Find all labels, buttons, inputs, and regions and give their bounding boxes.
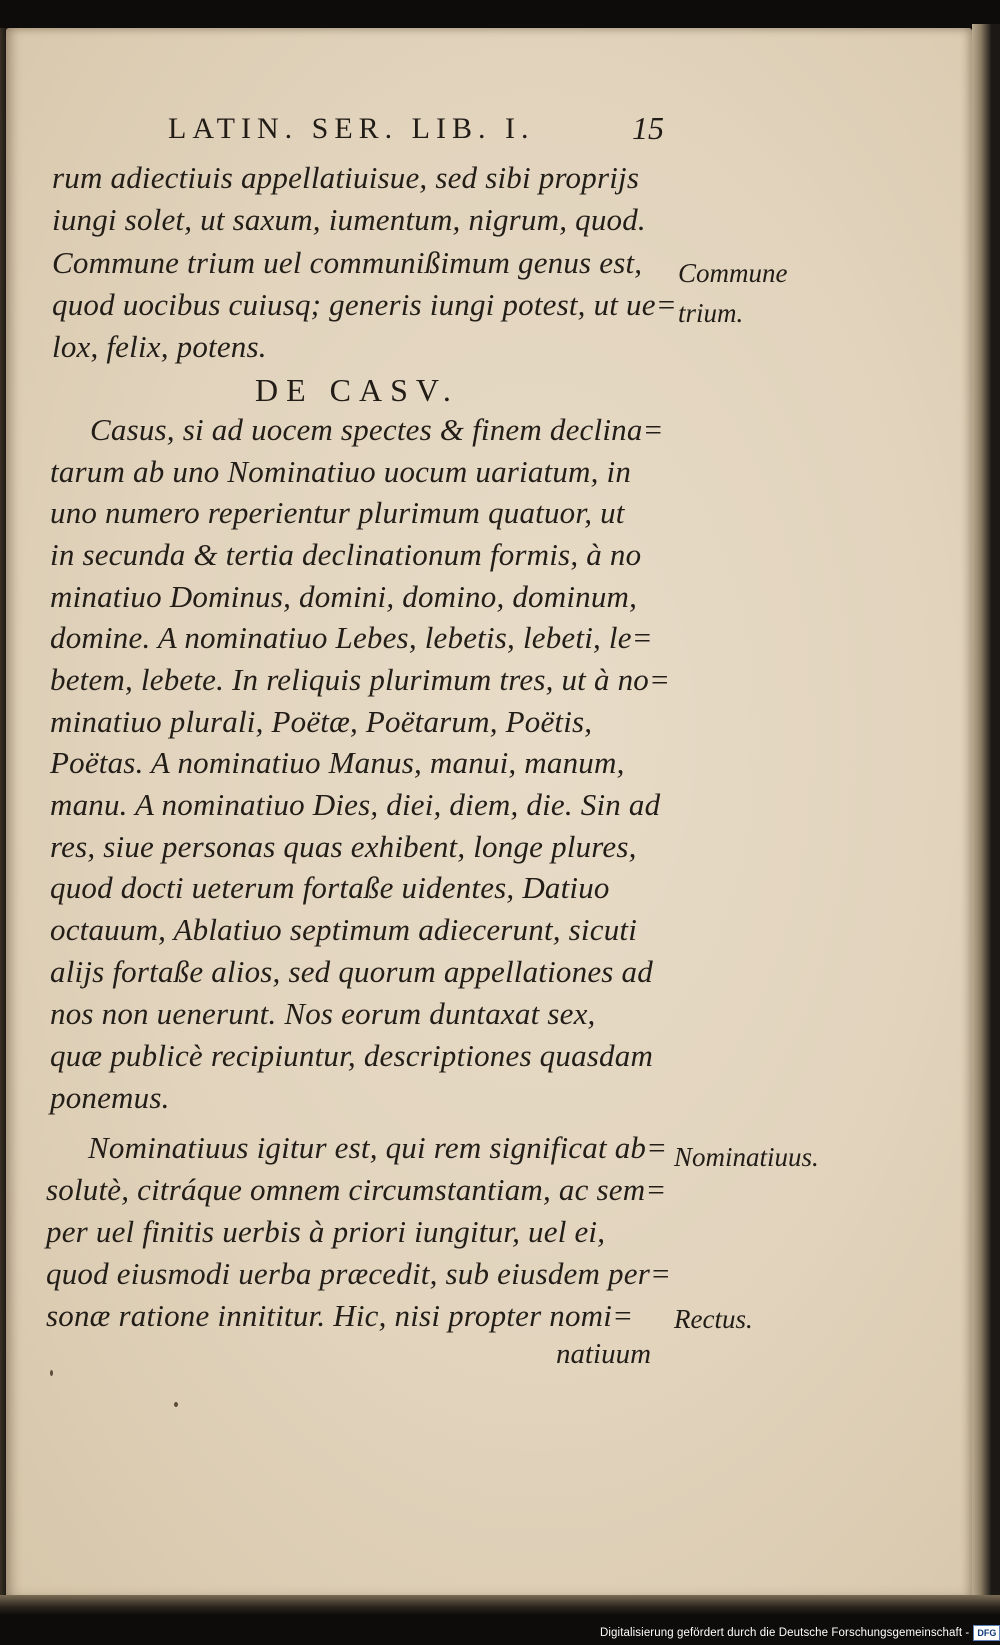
marginal-note-nominatiuus: Nominatiuus. — [674, 1142, 819, 1172]
page-number: 15 — [632, 110, 664, 146]
text-line: betem, lebete. In reliquis plurimum tres, ut à no= — [50, 662, 671, 697]
text-line: quæ publicè recipiuntur, descriptiones quasdam — [50, 1038, 654, 1073]
marginal-note-trium: trium. — [678, 298, 744, 328]
text-line: quod eiusmodi uerba præcedit, sub eiusdem per= — [46, 1256, 672, 1291]
text-line: Commune trium uel communißimum genus est, — [52, 245, 643, 280]
digitization-credit — [600, 1624, 1000, 1642]
text-line: lox, felix, potens. — [52, 329, 267, 364]
marginal-note-rectus: Rectus. — [674, 1304, 753, 1334]
text-line: solutè, citráque omnem circumstantiam, ac sem= — [46, 1172, 667, 1207]
catchword: natiuum — [556, 1338, 652, 1370]
text-line: Poëtas. A nominatiuo Manus, manui, manum, — [50, 745, 625, 780]
text-line: minatiuo Dominus, domini, domino, dominum, — [50, 579, 638, 614]
page-edge — [972, 24, 1000, 1614]
section-heading: DE CASV. — [255, 372, 459, 408]
text-line: Casus, si ad uocem spectes & finem declina= — [90, 412, 664, 447]
text-line: rum adiectiuis appellatiuisue, sed sibi proprijs — [52, 160, 640, 195]
page-bottom-edge — [0, 1595, 1000, 1615]
credit-text: Digitalisierung gefördert durch die Deutsche Forschungsgemeinschaft - — [600, 1627, 970, 1639]
text-line: ponemus. — [50, 1080, 170, 1115]
text-line: sonæ ratione innititur. Hic, nisi propter nomi= — [46, 1298, 634, 1333]
text-line: minatiuo plurali, Poëtæ, Poëtarum, Poëtis, — [50, 704, 593, 739]
text-line: uno numero reperientur plurimum quatuor, ut — [50, 495, 625, 530]
paper-speck — [174, 1402, 178, 1407]
text-line: per uel finitis uerbis à priori iungitur, uel ei, — [46, 1214, 606, 1249]
text-line: Nominatiuus igitur est, qui rem significat ab= — [88, 1130, 668, 1165]
text-line: res, siue personas quas exhibent, longe plures, — [50, 829, 637, 864]
text-line: nos non uenerunt. Nos eorum duntaxat sex, — [50, 996, 596, 1031]
text-line: quod docti ueterum fortaße uidentes, Datiuo — [50, 870, 610, 905]
text-line: octauum, Ablatiuo septimum adiecerunt, sicuti — [50, 912, 638, 947]
text-line: domine. A nominatiuo Lebes, lebetis, lebeti, le= — [50, 620, 653, 655]
text-line: manu. A nominatiuo Dies, diei, diem, die. Sin ad — [50, 787, 661, 822]
marginal-note-commune: Commune — [678, 258, 788, 288]
running-head: LATIN. SER. LIB. I. — [168, 112, 535, 145]
paper-speck — [50, 1370, 53, 1376]
text-line: in secunda & tertia declinationum formis, à no — [50, 537, 642, 572]
text-line: quod uocibus cuiusq; generis iungi potest, ut ue= — [52, 287, 677, 322]
text-line: alijs fortaße alios, sed quorum appellationes ad — [50, 954, 653, 989]
text-line: tarum ab uno Nominatiuo uocum uariatum, in — [50, 454, 632, 489]
dfg-logo: DFG — [973, 1625, 1000, 1641]
text-line: iungi solet, ut saxum, iumentum, nigrum, quod. — [52, 202, 646, 237]
